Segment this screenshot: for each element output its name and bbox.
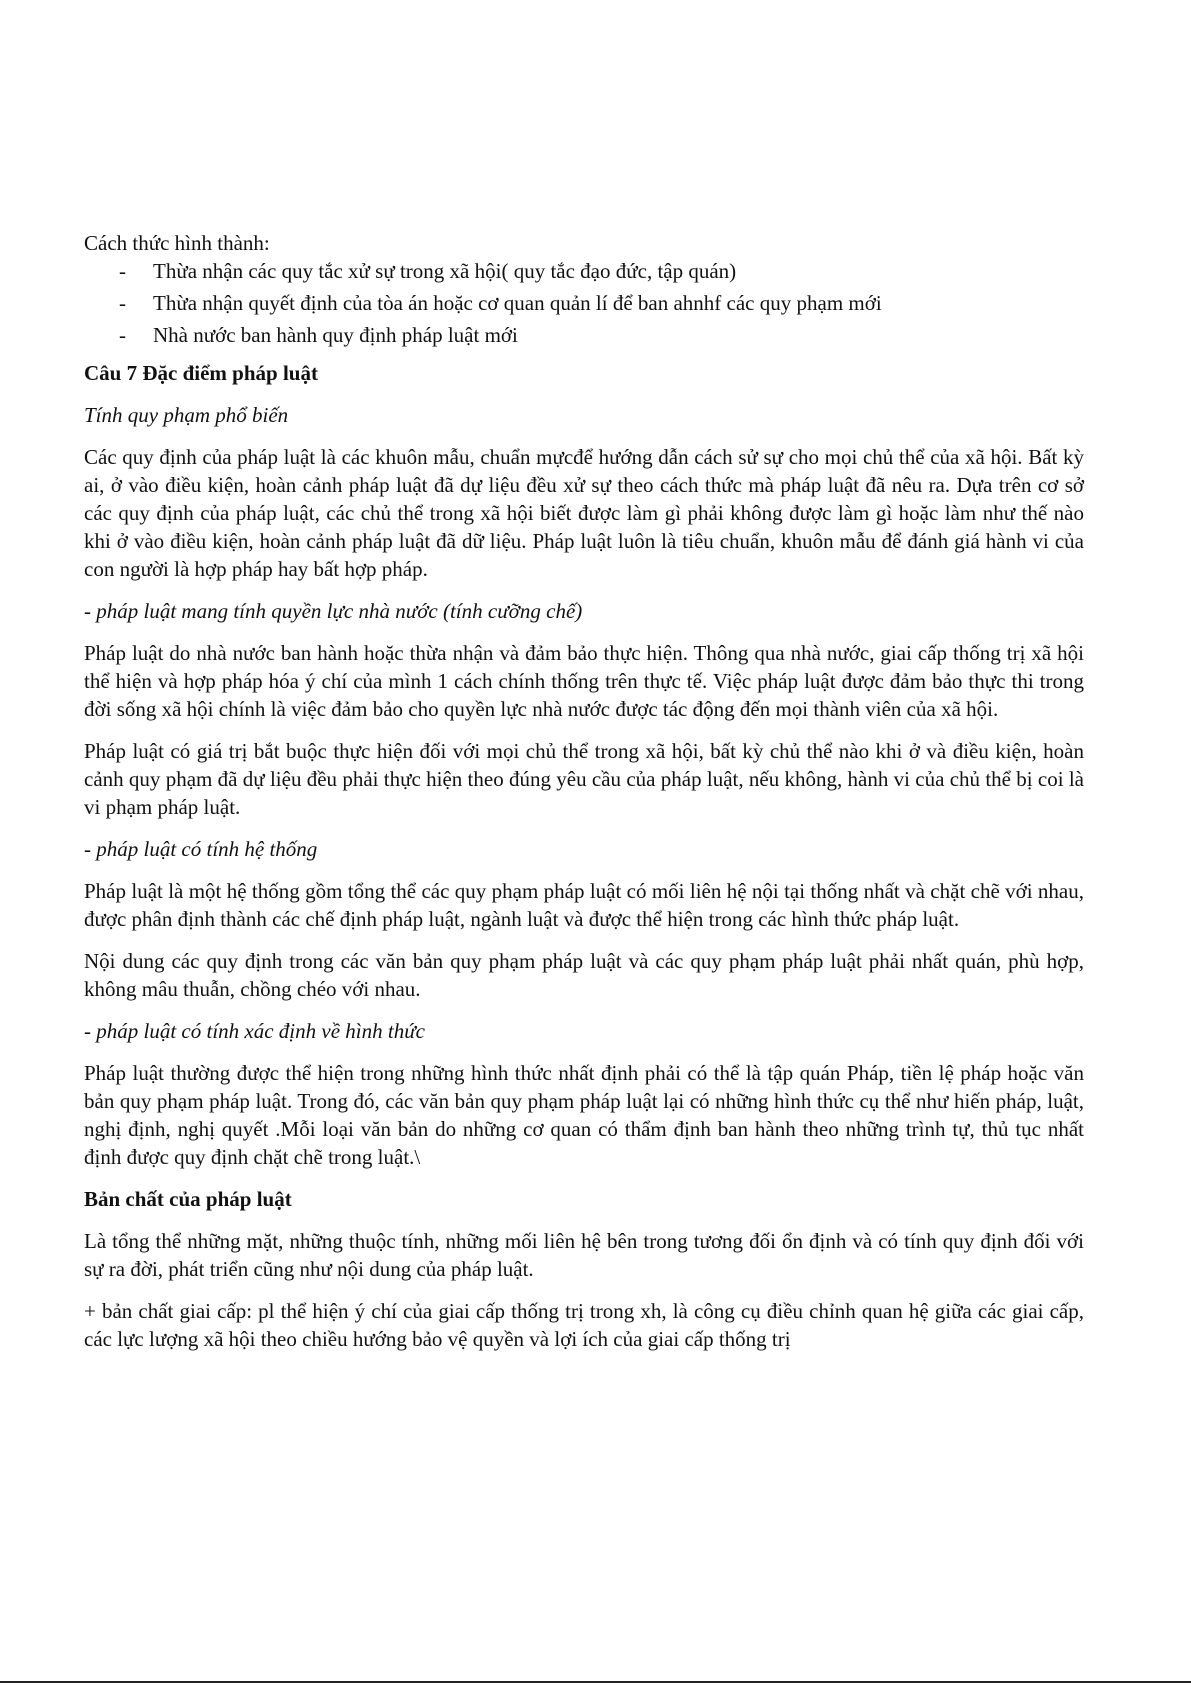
paragraph: Pháp luật là một hệ thống gồm tổng thể các quy phạm pháp luật có mối liên hệ nội tại thống nhất và chặt chẽ với nhau, được phân định thành các chế định pháp luật, ngành luật và được thể hiện trong các hình thức pháp luật. bbox=[84, 879, 1084, 931]
document-page bbox=[84, 229, 1084, 1367]
paragraph: Pháp luật thường được thể hiện trong những hình thức nhất định phải có thể là tập quán Pháp, tiền lệ pháp hoặc văn bản quy phạm pháp luật. Trong đó, các văn bản quy phạm pháp luật lại có những hình thức cụ thể như hiến pháp, luật, nghị định, nghị quyết .Mỗi loại văn bản do những cơ quan có thẩm định ban hành theo những trình tự, thủ tục nhất định được quy định chặt chẽ trong luật.\ bbox=[84, 1061, 1084, 1169]
paragraph: Các quy định của pháp luật là các khuôn mẫu, chuẩn mựcđể hướng dẫn cách sử sự cho mọi chủ thể của xã hội. Bất kỳ ai, ở vào điều kiện, hoàn cảnh pháp luật đã dự liệu đều xử sự theo cách thức mà pháp luật đã nêu ra. Dựa trên cơ sở các quy định của pháp luật, các chủ thể trong xã hội biết được làm gì phải không được làm gì hoặc làm như thế nào khi ở vào điều kiện, hoàn cảnh pháp luật đã dữ liệu. Pháp luật luôn là tiêu chuẩn, khuôn mẫu để đánh giá hành vi của con người là hợp pháp hay bất hợp pháp. bbox=[84, 445, 1084, 581]
subheading-state-power: - pháp luật mang tính quyền lực nhà nước (tính cưỡng chế) bbox=[84, 599, 583, 623]
list-item-text: Thừa nhận quyết định của tòa án hoặc cơ quan quản lí để ban ahnhf các quy phạm mới bbox=[153, 291, 882, 315]
paragraph: Pháp luật do nhà nước ban hành hoặc thừa nhận và đảm bảo thực hiện. Thông qua nhà nước, giai cấp thống trị xã hội thể hiện và hợp pháp hóa ý chí của mình 1 cách chính thống trên thực tế. Việc pháp luật được đảm bảo thực thi trong đời sống xã hội chính là việc đảm bảo cho quyền lực nhà nước được tác động đến mọi thành viên của xã hội. bbox=[84, 641, 1084, 721]
paragraph: Là tổng thể những mặt, những thuộc tính, những mối liên hệ bên trong tương đối ổn định và có tính quy định đối với sự ra đời, phát triển cũng như nội dung của pháp luật. bbox=[84, 1229, 1084, 1281]
list-item bbox=[119, 289, 1084, 317]
subheading-formal-definiteness: - pháp luật có tính xác định về hình thức bbox=[84, 1019, 425, 1043]
essence-heading: Bản chất của pháp luật bbox=[84, 1187, 292, 1211]
list-item bbox=[119, 257, 1084, 285]
list-item-text: Nhà nước ban hành quy định pháp luật mới bbox=[153, 323, 518, 347]
formation-list bbox=[84, 257, 1084, 349]
list-item bbox=[119, 321, 1084, 349]
paragraph: + bản chất giai cấp: pl thể hiện ý chí của giai cấp thống trị trong xh, là công cụ điều chỉnh quan hệ giữa các giai cấp, các lực lượng xã hội theo chiều hướng bảo vệ quyền và lợi ích của giai cấp thống trị bbox=[84, 1299, 1084, 1351]
bullet-marker: - bbox=[119, 259, 126, 283]
subheading-universal-norm: Tính quy phạm phổ biến bbox=[84, 403, 289, 427]
paragraph: Pháp luật có giá trị bắt buộc thực hiện đối với mọi chủ thể trong xã hội, bất kỳ chủ thể nào khi ở và điều kiện, hoàn cảnh quy phạm đã dự liệu đều phải thực hiện theo đúng yêu cầu của pháp luật, nếu không, hành vi của chủ thể bị coi là vi phạm pháp luật. bbox=[84, 739, 1084, 819]
bullet-marker: - bbox=[119, 323, 126, 347]
subheading-systematic: - pháp luật có tính hệ thống bbox=[84, 837, 318, 861]
section-7-heading: Câu 7 Đặc điểm pháp luật bbox=[84, 361, 318, 385]
page-bottom-rule bbox=[0, 1681, 1191, 1683]
paragraph: Nội dung các quy định trong các văn bản quy phạm pháp luật và các quy phạm pháp luật phải nhất quán, phù hợp, không mâu thuẫn, chồng chéo với nhau. bbox=[84, 949, 1084, 1001]
list-item-text: Thừa nhận các quy tắc xử sự trong xã hội( quy tắc đạo đức, tập quán) bbox=[153, 259, 737, 283]
bullet-marker: - bbox=[119, 291, 126, 315]
formation-label: Cách thức hình thành: bbox=[84, 231, 270, 255]
